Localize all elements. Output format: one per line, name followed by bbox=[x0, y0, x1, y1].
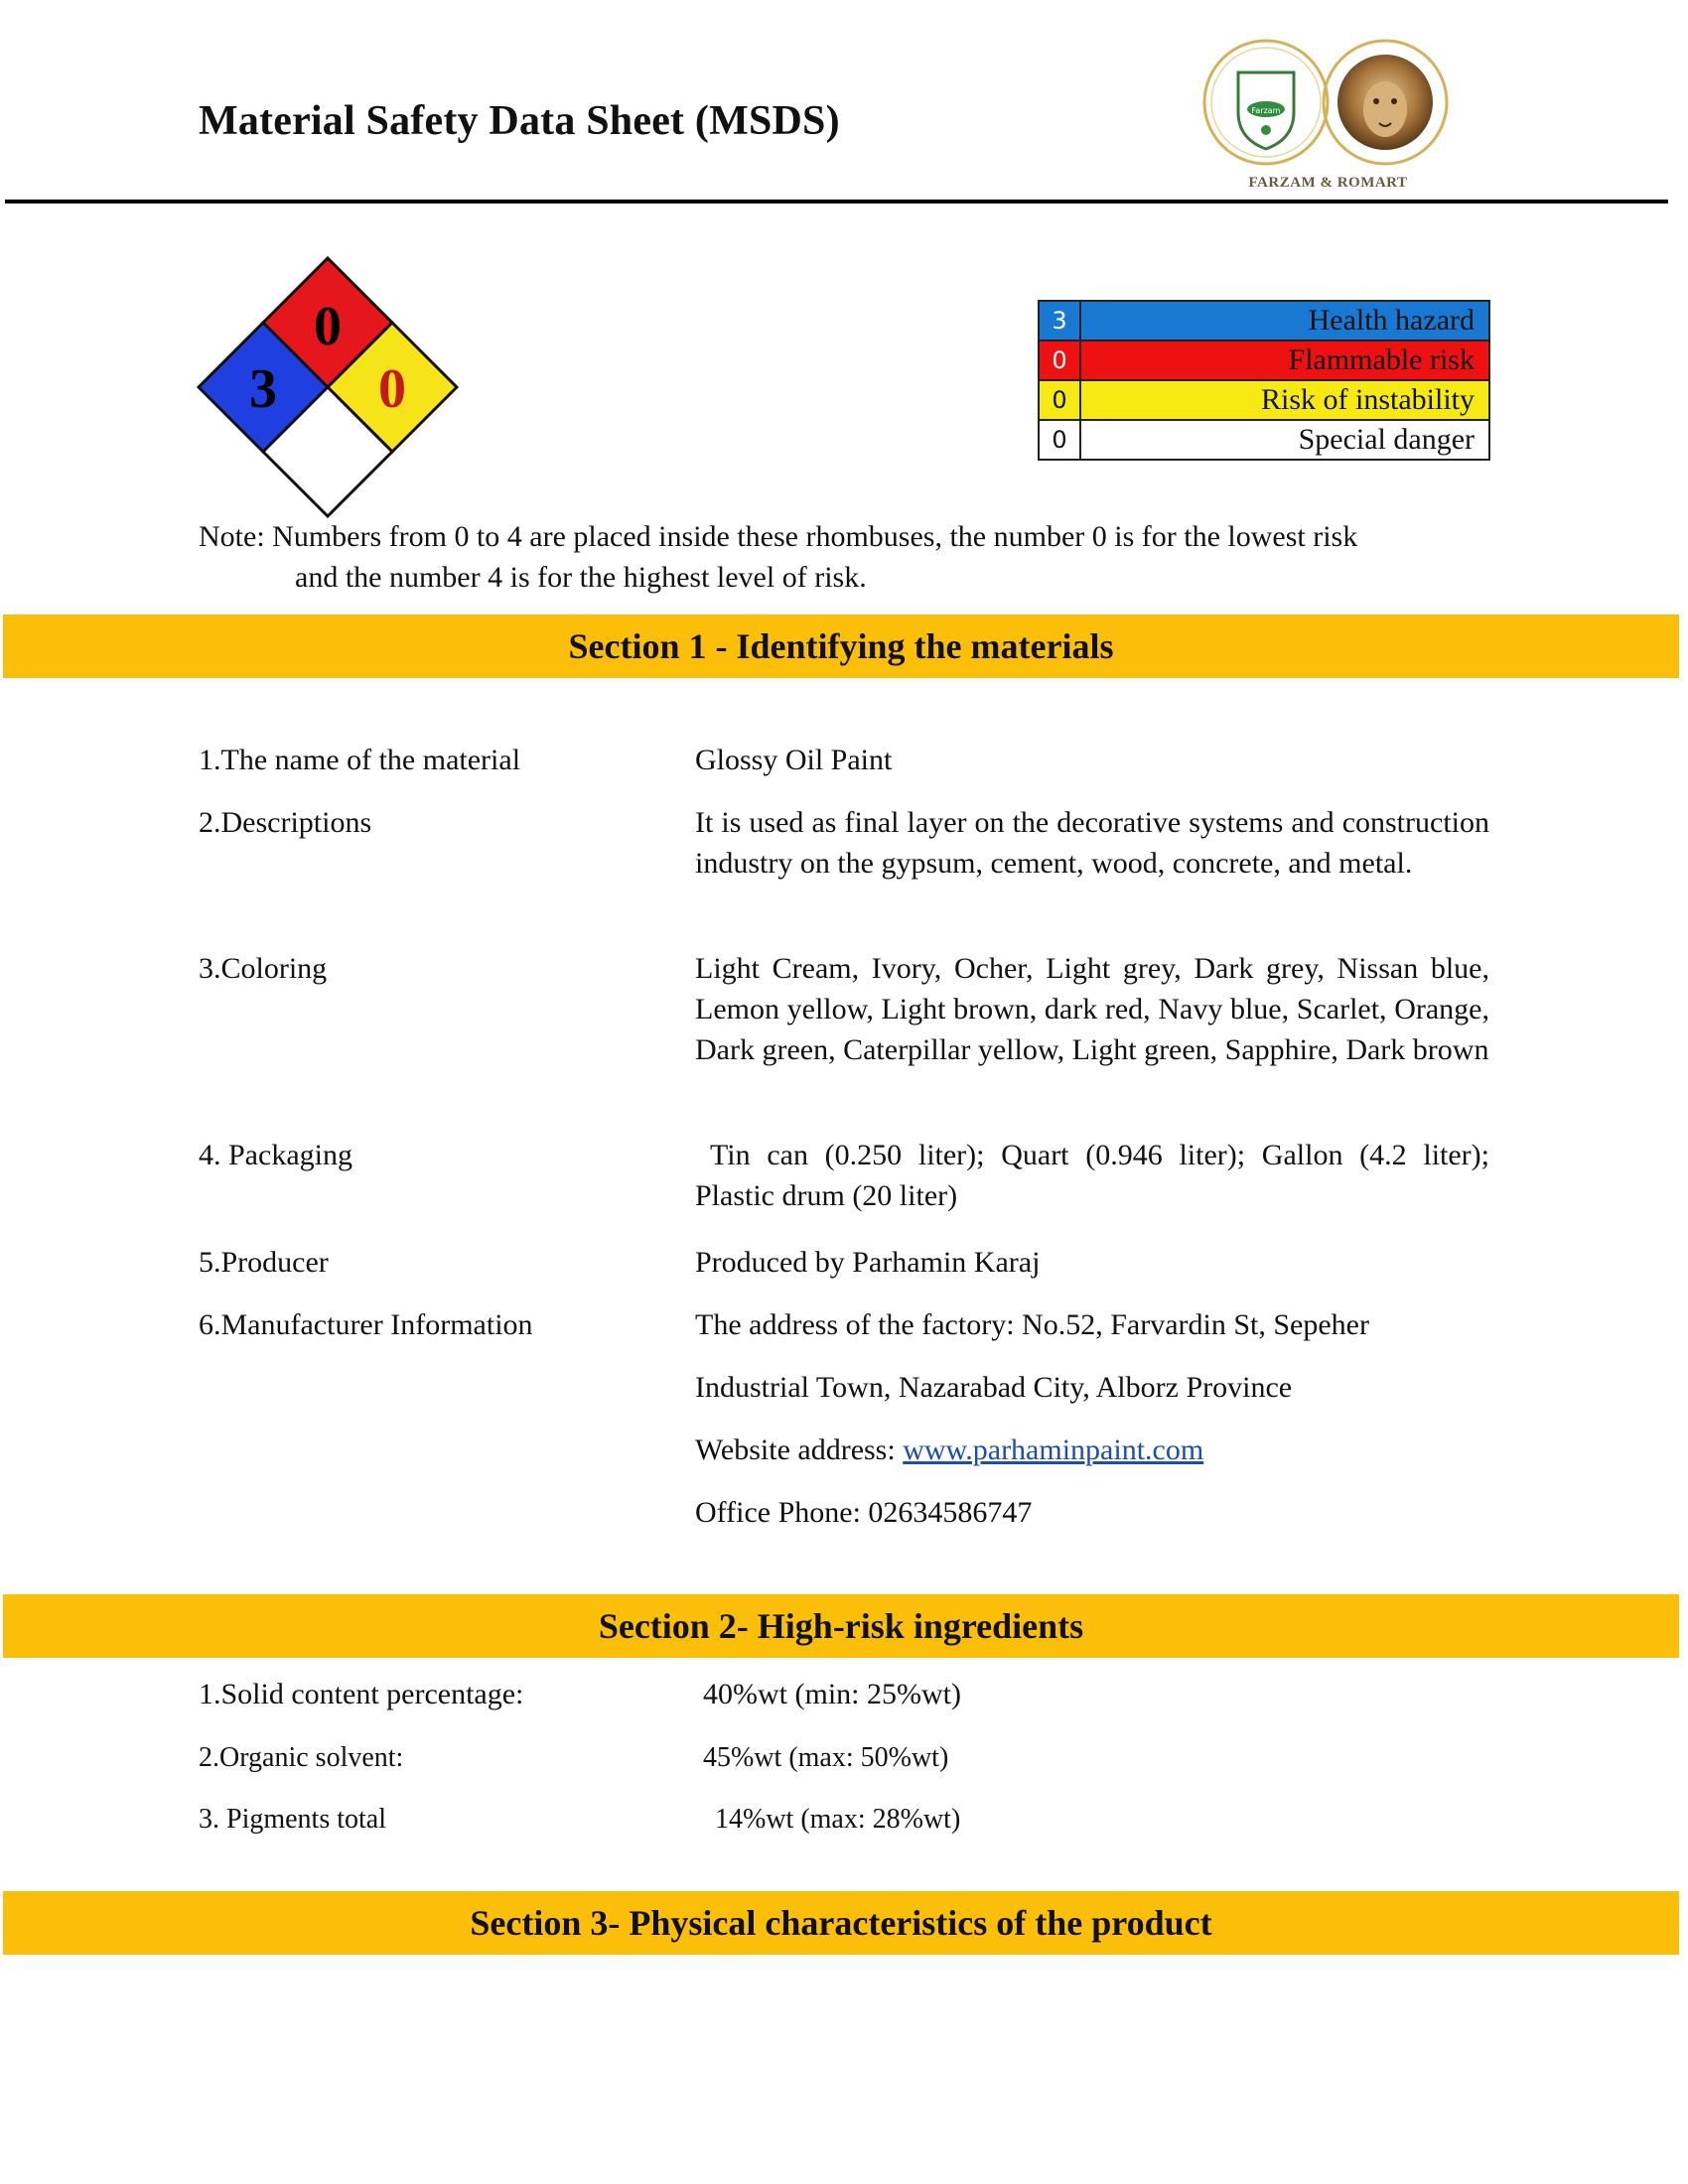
logo-text: Farzam bbox=[1251, 106, 1281, 115]
hazard-value: 0 bbox=[1039, 380, 1080, 420]
website-label: Website address: bbox=[695, 1433, 896, 1466]
nfpa-top-value: 0 bbox=[314, 296, 342, 357]
descriptions-label: 2.Descriptions bbox=[199, 806, 372, 839]
nfpa-left-value: 3 bbox=[249, 358, 277, 420]
producer-value: Produced by Parhamin Karaj bbox=[695, 1246, 1041, 1279]
logo-caption: FARZAM & ROMART bbox=[1248, 175, 1408, 191]
section2-banner: Section 2- High-risk ingredients bbox=[3, 1594, 1679, 1658]
hazard-row-flammable bbox=[1039, 341, 1489, 380]
material-name-value: Glossy Oil Paint bbox=[695, 744, 893, 776]
packaging-value: Tin can (0.250 liter); Quart (0.946 liter); Gallon (4.2 liter); Plastic drum (20 liter) bbox=[695, 1139, 1489, 1212]
section3-banner: Section 3- Physical characteristics of the product bbox=[3, 1891, 1679, 1955]
coloring-label: 3.Coloring bbox=[199, 952, 328, 985]
risk-note-line1: Note: Numbers from 0 to 4 are placed inside these rhombuses, the number 0 is for the lowest risk bbox=[199, 520, 1358, 553]
pigments-label: 3. Pigments total bbox=[199, 1804, 386, 1835]
organic-solvent-value: 45%wt (max: 50%wt) bbox=[703, 1742, 949, 1773]
document-title: Material Safety Data Sheet (MSDS) bbox=[199, 98, 840, 144]
website-link[interactable]: www.parhaminpaint.com bbox=[903, 1433, 1204, 1466]
office-phone: Office Phone: 02634586747 bbox=[695, 1496, 1033, 1529]
descriptions-value: It is used as final layer on the decorative systems and construction industry on the gypsum, cement, wood, concrete, and metal. bbox=[695, 806, 1489, 880]
factory-address-line2: Industrial Town, Nazarabad City, Alborz Province bbox=[695, 1371, 1293, 1404]
hazard-value: 0 bbox=[1039, 420, 1080, 460]
manufacturer-label: 6.Manufacturer Information bbox=[199, 1308, 533, 1341]
hazard-row-health bbox=[1039, 301, 1489, 341]
header-divider bbox=[5, 200, 1668, 204]
packaging-label: 4. Packaging bbox=[199, 1139, 352, 1171]
hazard-value: 0 bbox=[1039, 341, 1080, 380]
pigments-value: 14%wt (max: 28%wt) bbox=[715, 1804, 961, 1835]
organic-solvent-label: 2.Organic solvent: bbox=[199, 1742, 404, 1773]
risk-note bbox=[199, 516, 1499, 598]
nfpa-diamond bbox=[194, 253, 462, 521]
company-logo bbox=[1196, 28, 1455, 197]
risk-note-line2: and the number 4 is for the highest level of risk. bbox=[295, 561, 867, 594]
hazard-label: Health hazard bbox=[1080, 301, 1489, 341]
hazard-legend-table bbox=[1038, 300, 1490, 461]
hazard-row-instability bbox=[1039, 380, 1489, 420]
website-row bbox=[695, 1430, 1489, 1470]
solid-content-value: 40%wt (min: 25%wt) bbox=[703, 1678, 961, 1710]
producer-label: 5.Producer bbox=[199, 1246, 329, 1279]
solid-content-label: 1.Solid content percentage: bbox=[199, 1678, 524, 1710]
coloring-value: Light Cream, Ivory, Ocher, Light grey, Dark grey, Nissan blue, Lemon yellow, Light brown, dark red, Navy blue, Scarlet, Orange, Dark green, Caterpillar yellow, Light green, Sapphire, Dark brown bbox=[695, 952, 1489, 1066]
material-name-label: 1.The name of the material bbox=[199, 744, 521, 776]
hazard-row-special bbox=[1039, 420, 1489, 460]
hazard-value: 3 bbox=[1039, 301, 1080, 341]
hazard-label: Risk of instability bbox=[1080, 380, 1489, 420]
hazard-label: Special danger bbox=[1080, 420, 1489, 460]
hazard-label: Flammable risk bbox=[1080, 341, 1489, 380]
factory-address-line1: The address of the factory: No.52, Farvardin St, Sepeher bbox=[695, 1308, 1369, 1341]
section1-banner: Section 1 - Identifying the materials bbox=[3, 614, 1679, 678]
nfpa-right-value: 0 bbox=[378, 358, 406, 420]
